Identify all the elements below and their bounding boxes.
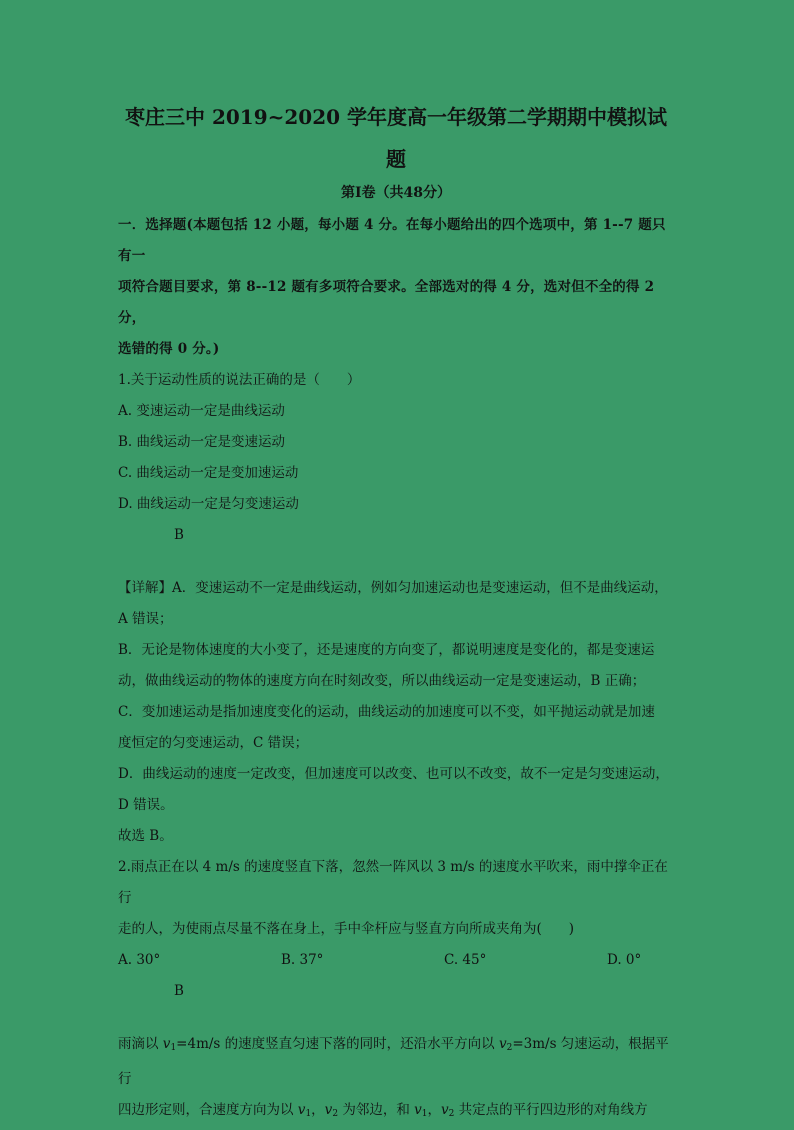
question-2-answer: B bbox=[174, 983, 184, 999]
question-2-option-c: C. 45° bbox=[444, 952, 487, 968]
question-2-explain-2: 四边形定则，合速度方向为以 $v_1$，$v_2$ 为邻边，和 $v_1$，$v_2$ 共定点的平行四边形的对角线方 bbox=[118, 1102, 648, 1119]
question-1-option-d: D. 曲线运动一定是匀变速运动 bbox=[118, 496, 299, 512]
question-2-option-b: B. 37° bbox=[281, 952, 324, 968]
question-1-stem: 1.关于运动性质的说法正确的是（ ） bbox=[118, 372, 361, 388]
question-1-explain-a1: 【详解】A．变速运动不一定是曲线运动，例如匀加速运动也是变速运动，但不是曲线运动， bbox=[118, 580, 668, 596]
question-2-options bbox=[118, 945, 674, 976]
question-1-explain-c2: 度恒定的匀变速运动，C 错误； bbox=[118, 735, 309, 751]
question-2-stem-2: 走的人，为使雨点尽量不落在身上，手中伞杆应与竖直方向所成夹角为( ) bbox=[118, 921, 575, 937]
section-instructions-1: 一．选择题(本题包括 12 小题，每小题 4 分。在每小题给出的四个选项中，第 1--7 题只有一 bbox=[118, 217, 666, 264]
question-1-conclusion: 故选 B。 bbox=[118, 828, 173, 844]
question-1-explain-c1: C．变加速运动是指加速度变化的运动，曲线运动的加速度可以不变，如平抛运动就是加速 bbox=[118, 704, 655, 720]
question-1-explain-d2: D 错误。 bbox=[118, 797, 174, 813]
question-2-option-a: A. 30° bbox=[118, 952, 161, 968]
question-1-explain-d1: D．曲线运动的速度一定改变，但加速度可以改变、也可以不改变，故不一定是匀变速运动， bbox=[118, 766, 669, 782]
section-instructions-3: 选错的得 0 分。) bbox=[118, 341, 220, 357]
question-1-option-b: B. 曲线运动一定是变速运动 bbox=[118, 434, 286, 450]
title-line-2: 题 bbox=[386, 147, 406, 171]
question-1-explain-b1: B．无论是物体速度的大小变了，还是速度的方向变了，都说明速度是变化的，都是变速运 bbox=[118, 642, 655, 658]
question-1-answer: B bbox=[174, 527, 184, 543]
question-2-explain-1: 雨滴以 $v_1=4m/s$ 的速度竖直匀速下落的同时，还沿水平方向以 $v_2=3m/s$ 匀速运动，根据平行 bbox=[118, 1036, 669, 1087]
subtitle: 第Ⅰ卷（共48分） bbox=[340, 185, 452, 201]
question-2-option-d: D. 0° bbox=[607, 952, 642, 968]
section-instructions-2: 项符合题目要求，第 8--12 题有多项符合要求。全部选对的得 4 分，选对但不全的得 2 分， bbox=[118, 279, 655, 326]
question-1-option-c: C. 曲线运动一定是变加速运动 bbox=[118, 465, 299, 481]
question-1-explain-b2: 动，做曲线运动的物体的速度方向在时刻改变，所以曲线运动一定是变速运动，B 正确； bbox=[118, 673, 646, 689]
question-1-explain-a2: A 错误； bbox=[118, 611, 173, 627]
document-page bbox=[118, 96, 674, 1130]
title-line-1: 枣庄三中 2019~2020 学年度高一年级第二学期期中模拟试 bbox=[124, 105, 667, 129]
question-2-stem-1: 2.雨点正在以 4 m/s 的速度竖直下落，忽然一阵风以 3 m/s 的速度水平吹来，雨中撑伞正在行 bbox=[118, 859, 668, 906]
question-1-option-a: A. 变速运动一定是曲线运动 bbox=[118, 403, 285, 419]
